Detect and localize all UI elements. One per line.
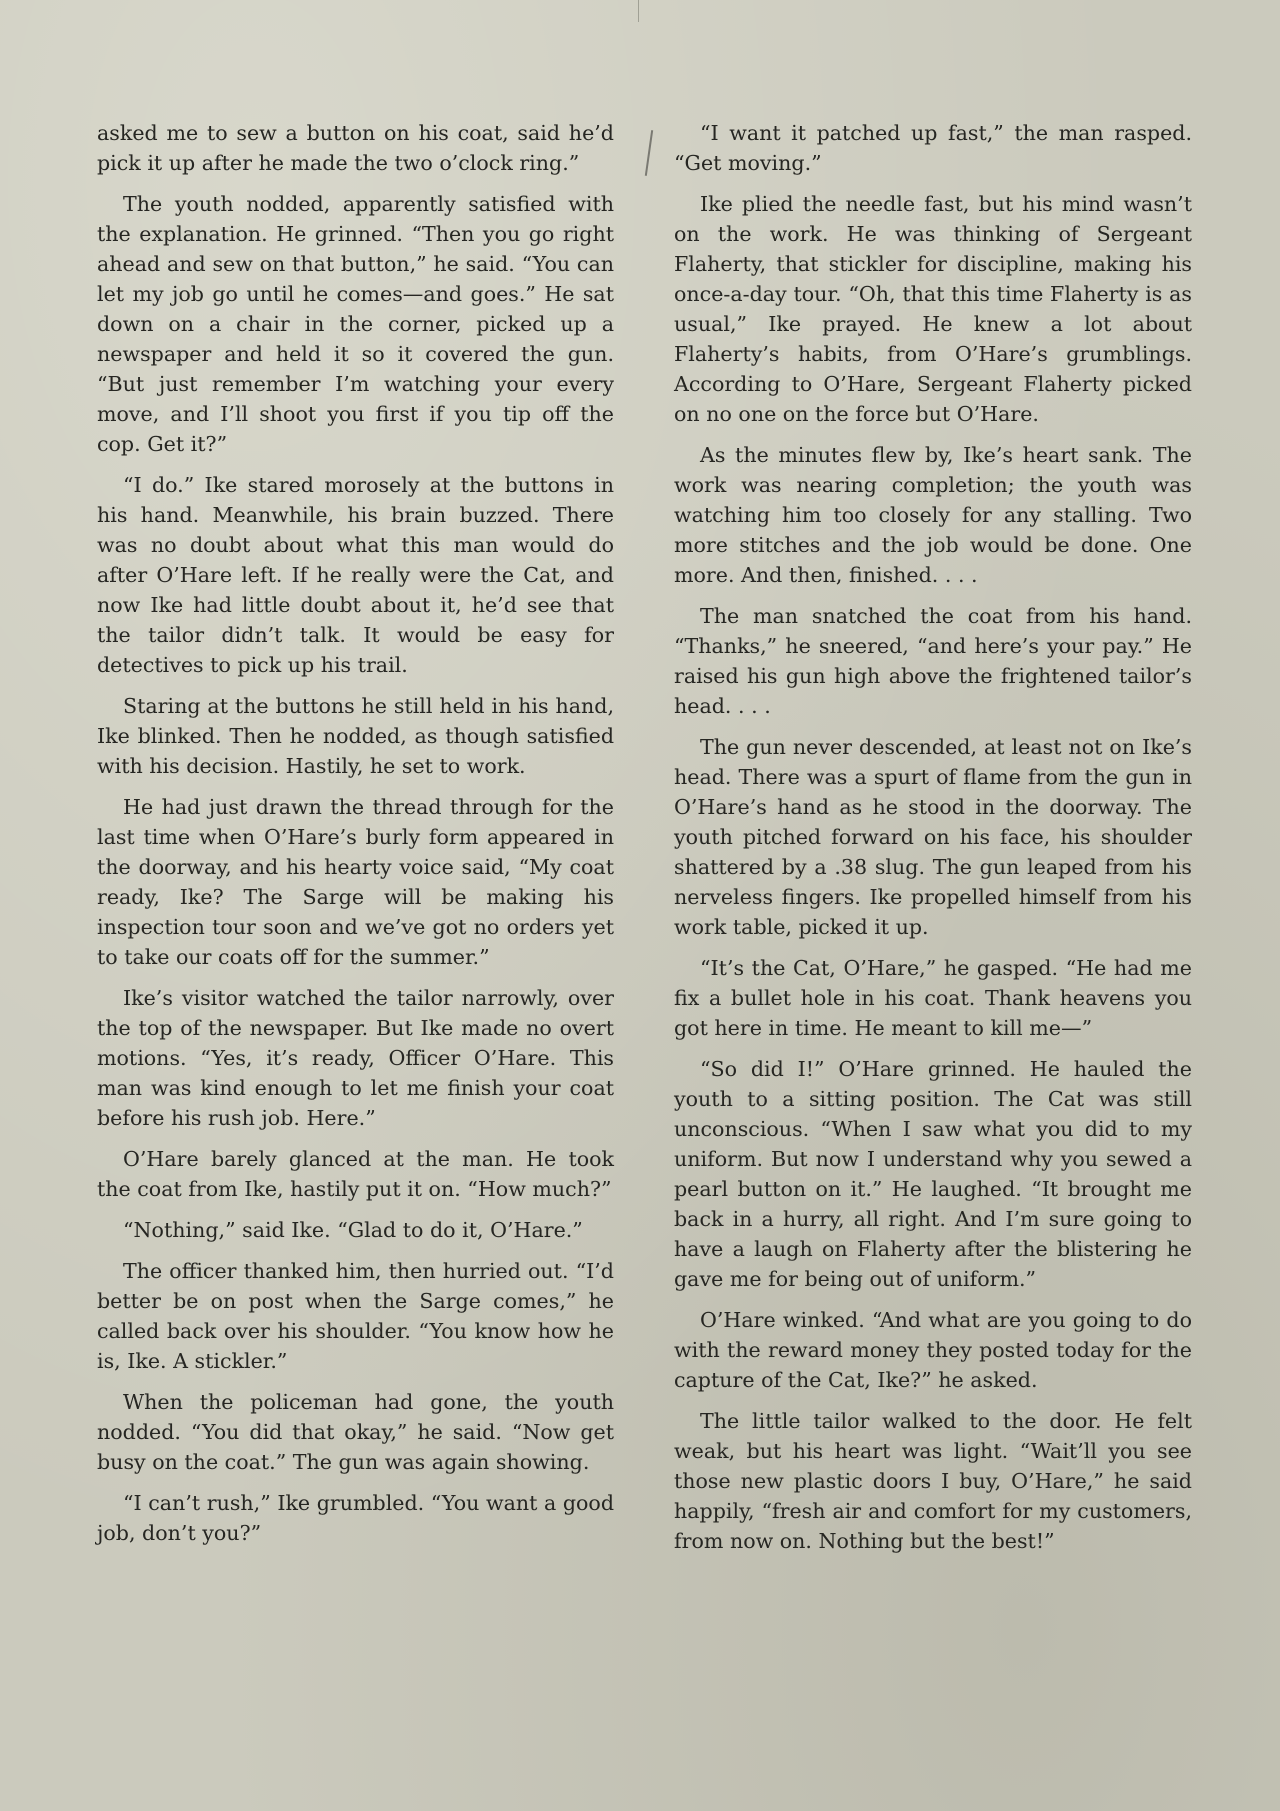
paragraph: O’Hare barely glanced at the man. He took the coat from Ike, hastily put it on. “How much?” bbox=[97, 1147, 614, 1201]
paragraph: The man snatched the coat from his hand. “Thanks,” he sneered, “and here’s your pay.” He raised his gun high above the frightened tailor’s head. . . . bbox=[674, 604, 1192, 718]
paragraph: O’Hare winked. “And what are you going to do with the reward money they posted today for the capture of the Cat, Ike?” he asked. bbox=[674, 1308, 1192, 1392]
paragraph: “I can’t rush,” Ike grumbled. “You want a good job, don’t you?” bbox=[97, 1491, 614, 1545]
paragraph: The little tailor walked to the door. He felt weak, but his heart was light. “Wait’ll you see those new plastic doors I buy, O’Hare,” he said happily, “fresh air and comfort for my customers, from now on. Nothing but the best!” bbox=[674, 1409, 1192, 1553]
paragraph: Staring at the buttons he still held in his hand, Ike blinked. Then he nodded, as though satisfied with his decision. Hastily, he set to work. bbox=[97, 694, 614, 778]
left-column bbox=[97, 118, 614, 1559]
paragraph: “It’s the Cat, O’Hare,” he gasped. “He had me fix a bullet hole in his coat. Thank heavens you got here in time. He meant to kill me—” bbox=[674, 956, 1192, 1040]
paragraph: asked me to sew a button on his coat, said he’d pick it up after he made the two o’clock ring.” bbox=[97, 121, 614, 175]
ink-mark bbox=[645, 130, 653, 176]
paragraph: When the policeman had gone, the youth nodded. “You did that okay,” he said. “Now get busy on the coat.” The gun was again showing. bbox=[97, 1390, 614, 1474]
paragraph: “I want it patched up fast,” the man rasped. “Get moving.” bbox=[674, 121, 1192, 175]
paragraph: The gun never descended, at least not on Ike’s head. There was a spurt of flame from the gun in O’Hare’s hand as he stood in the doorway. The youth pitched forward on his face, his shoulder shattered by a .38 slug. The gun leaped from his nerveless fingers. Ike propelled himself from his work table, picked it up. bbox=[674, 735, 1192, 939]
paragraph: “I do.” Ike stared morosely at the buttons in his hand. Meanwhile, his brain buzzed. There was no doubt about what this man would do after O’Hare left. If he really were the Cat, and now Ike had little doubt about it, he’d see that the tailor didn’t talk. It would be easy for detectives to pick up his trail. bbox=[97, 473, 614, 677]
paragraph: “So did I!” O’Hare grinned. He hauled the youth to a sitting position. The Cat was still unconscious. “When I saw what you did to my uniform. But now I understand why you sewed a pearl button on it.” He laughed. “It brought me back in a hurry, all right. And I’m sure going to have a laugh on Flaherty after the blistering he gave me for being out of uniform.” bbox=[674, 1057, 1192, 1291]
page-crease bbox=[638, 0, 639, 22]
right-column bbox=[674, 118, 1192, 1567]
paragraph: He had just drawn the thread through for the last time when O’Hare’s burly form appeared in the doorway, and his hearty voice said, “My coat ready, Ike? The Sarge will be making his inspection tour soon and we’ve got no orders yet to take our coats off for the summer.” bbox=[97, 795, 614, 969]
paragraph: Ike’s visitor watched the tailor narrowly, over the top of the newspaper. But Ike made no overt motions. “Yes, it’s ready, Officer O’Hare. This man was kind enough to let me finish your coat before his rush job. Here.” bbox=[97, 986, 614, 1130]
paragraph: “Nothing,” said Ike. “Glad to do it, O’Hare.” bbox=[123, 1218, 583, 1242]
paragraph: Ike plied the needle fast, but his mind wasn’t on the work. He was thinking of Sergeant Flaherty, that stickler for discipline, making his once-a-day tour. “Oh, that this time Flaherty is as usual,” Ike prayed. He knew a lot about Flaherty’s habits, from O’Hare’s grumblings. According to O’Hare, Sergeant Flaherty picked on no one on the force but O’Hare. bbox=[674, 192, 1192, 426]
paragraph: The officer thanked him, then hurried out. “I’d better be on post when the Sarge comes,” he called back over his shoulder. “You know how he is, Ike. A stickler.” bbox=[97, 1259, 614, 1373]
paragraph: The youth nodded, apparently satisfied with the explanation. He grinned. “Then you go right ahead and sew on that button,” he said. “You can let my job go until he comes—and goes.” He sat down on a chair in the corner, picked up a newspaper and held it so it covered the gun. “But just remember I’m watching your every move, and I’ll shoot you first if you tip off the cop. Get it?” bbox=[97, 192, 614, 456]
paragraph: As the minutes flew by, Ike’s heart sank. The work was nearing completion; the youth was watching him too closely for any stalling. Two more stitches and the job would be done. One more. And then, finished. . . . bbox=[674, 443, 1192, 587]
